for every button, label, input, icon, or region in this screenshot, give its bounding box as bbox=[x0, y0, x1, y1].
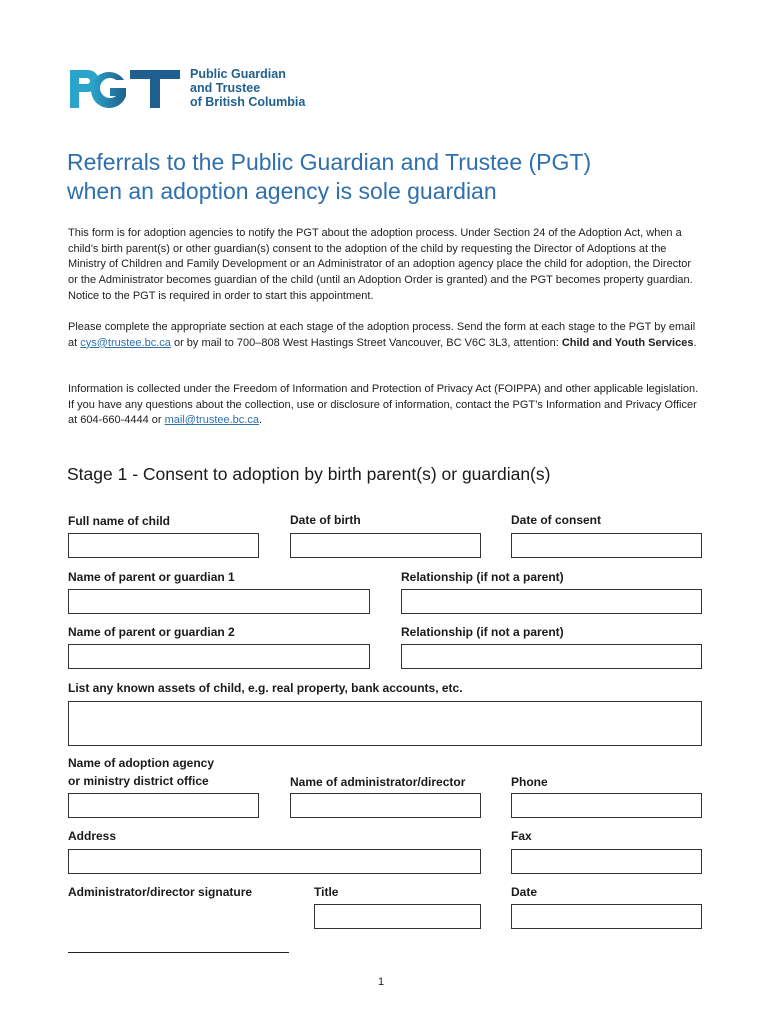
title-line: Referrals to the Public Guardian and Trustee (PGT) bbox=[67, 149, 592, 175]
date-label: Date bbox=[511, 885, 538, 899]
email-link-cys[interactable]: cys@trustee.bc.ca bbox=[80, 336, 171, 349]
administrator-label: Name of administrator/director bbox=[290, 775, 466, 789]
date-input[interactable] bbox=[511, 904, 702, 929]
pgt-logo-icon bbox=[68, 66, 182, 110]
child-name-label: Full name of child bbox=[68, 514, 171, 528]
dob-label: Date of birth bbox=[290, 513, 361, 527]
org-name-line: and Trustee bbox=[190, 81, 261, 95]
signature-label: Administrator/director signature bbox=[68, 885, 253, 899]
p2-text: . bbox=[693, 336, 697, 349]
phone-label: Phone bbox=[511, 775, 548, 789]
signature-line[interactable] bbox=[68, 952, 289, 953]
intro-paragraph: This form is for adoption agencies to notify the PGT about the adoption process. Under Section 24 of the Adoption Act, when a child’s birth parent(s) or other guardian(s) consent to the adoption of the child by requesting the Director of Adoptions at the Ministry of Children and Family Development or an Administrator of an adoption agency place the child for adoption, the Director or the Administrator becomes guardian of the child (until an Adoption Order is granted) and the PGT becomes property guardian. Notice to the PGT is required in order to start this appointment. bbox=[68, 227, 693, 302]
p2-text: or by mail to 700–808 West Hastings Street Vancouver, BC V6C 3L3, attention: bbox=[170, 336, 562, 349]
page-title bbox=[67, 148, 707, 206]
title-label: Title bbox=[314, 885, 339, 899]
relationship1-input[interactable] bbox=[401, 589, 702, 614]
relationship1-label: Relationship (if not a parent) bbox=[401, 570, 564, 584]
relationship2-input[interactable] bbox=[401, 644, 702, 669]
fax-input[interactable] bbox=[511, 849, 702, 874]
relationship2-label: Relationship (if not a parent) bbox=[401, 625, 564, 639]
p3-text: . bbox=[258, 414, 263, 427]
phone-input[interactable] bbox=[511, 793, 702, 818]
dob-input[interactable] bbox=[290, 533, 481, 558]
attention-text: Child and Youth Services bbox=[561, 336, 694, 349]
submission-paragraph bbox=[68, 320, 702, 351]
parent2-input[interactable] bbox=[68, 644, 370, 669]
agency-input[interactable] bbox=[68, 793, 259, 818]
pgt-logo bbox=[68, 66, 305, 110]
stage-1-heading: Stage 1 - Consent to adoption by birth parent(s) or guardian(s) bbox=[67, 464, 551, 484]
email-link-mail[interactable]: mail@trustee.bc.ca bbox=[164, 414, 259, 427]
p3-text: Information is collected under the Freedom of Information and Protection of Privacy Act (FOIPPA) and other applicable legislation. If you have any questions about the collection, use or disclosure of information, contact the PGT’s Information and Privacy Officer at 604-660-4444 or bbox=[68, 383, 699, 427]
p2-text: Please complete the appropriate section at each stage of the adoption process. Send the form at each stage to the PGT by email at bbox=[68, 321, 696, 349]
assets-input[interactable] bbox=[68, 701, 702, 746]
consent-date-label: Date of consent bbox=[511, 513, 602, 527]
agency-label-line1: Name of adoption agency bbox=[68, 756, 215, 770]
org-name-line: of British Columbia bbox=[190, 95, 306, 109]
title-line: when an adoption agency is sole guardian bbox=[67, 178, 497, 204]
agency-label-line2: or ministry district office bbox=[68, 774, 209, 788]
consent-date-input[interactable] bbox=[511, 533, 702, 558]
parent2-label: Name of parent or guardian 2 bbox=[68, 625, 235, 639]
administrator-input[interactable] bbox=[290, 793, 481, 818]
address-input[interactable] bbox=[68, 849, 481, 874]
org-name bbox=[190, 67, 305, 109]
fax-label: Fax bbox=[511, 829, 532, 843]
parent1-label: Name of parent or guardian 1 bbox=[68, 570, 235, 584]
child-name-input[interactable] bbox=[68, 533, 259, 558]
page-number: 1 bbox=[378, 976, 385, 988]
address-label: Address bbox=[68, 829, 117, 843]
parent1-input[interactable] bbox=[68, 589, 370, 614]
title-input[interactable] bbox=[314, 904, 481, 929]
privacy-paragraph bbox=[68, 382, 702, 429]
org-name-line: Public Guardian bbox=[190, 67, 286, 81]
assets-label: List any known assets of child, e.g. real property, bank accounts, etc. bbox=[68, 681, 463, 695]
